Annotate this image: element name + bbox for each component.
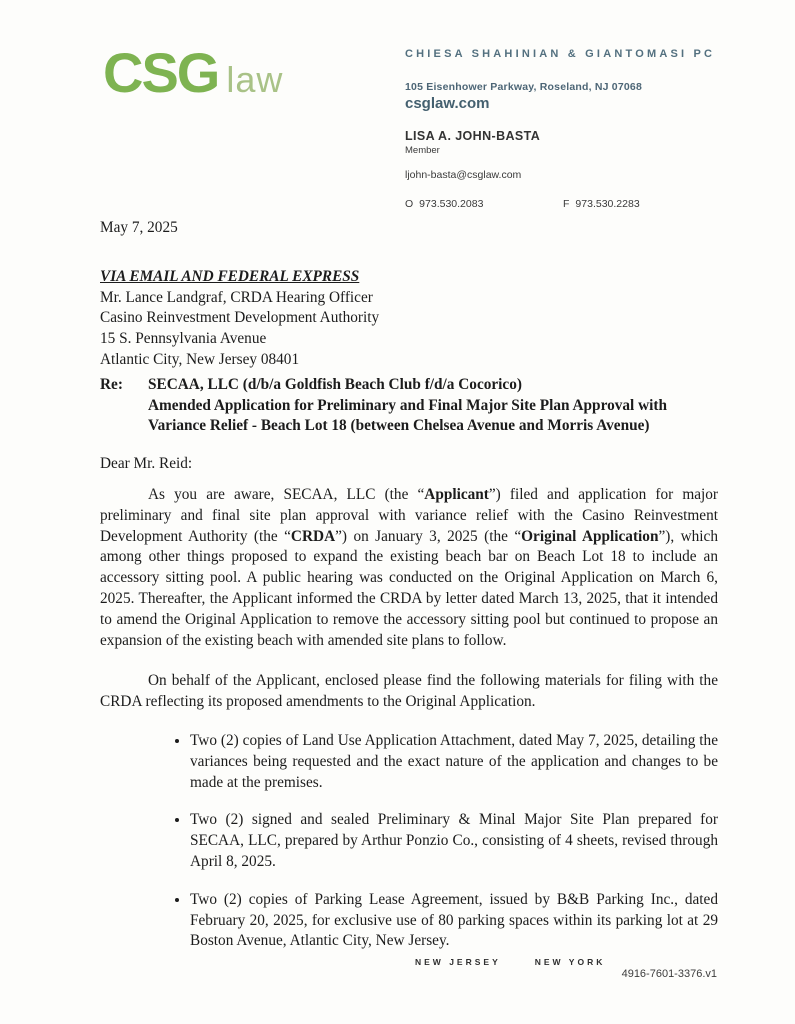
fax-phone-label: F bbox=[563, 198, 570, 210]
csg-law-logo bbox=[103, 40, 283, 105]
firm-website: csglaw.com bbox=[405, 95, 490, 112]
enclosure-item: • Two (2) signed and sealed Preliminary & Minal Major Site Plan prepared for SECAA, LLC, prepared by Arthur Ponzio Co., consisting of 4 sheets, revised through April 8, 2025. bbox=[190, 810, 718, 872]
firm-name: CHIESA SHAHINIAN & GIANTOMASI PC bbox=[405, 48, 716, 60]
document-number: 4916-7601-3376.v1 bbox=[621, 968, 717, 980]
fax-phone-number: 973.530.2283 bbox=[575, 198, 640, 210]
attorney-name: LISA A. JOHN-BASTA bbox=[405, 129, 541, 143]
office-location: NEW JERSEY bbox=[415, 957, 501, 967]
attorney-title: Member bbox=[405, 145, 440, 156]
letter-date: May 7, 2025 bbox=[100, 219, 178, 236]
re-subject-block bbox=[100, 375, 718, 437]
re-subject-line: Variance Relief - Beach Lot 18 (between Chelsea Avenue and Morris Avenue) bbox=[148, 417, 650, 435]
re-subject-text bbox=[148, 375, 718, 437]
recipient-line: Mr. Lance Landgraf, CRDA Hearing Officer bbox=[100, 288, 373, 306]
re-subject-line: Amended Application for Preliminary and Final Major Site Plan Approval with bbox=[148, 396, 667, 414]
attorney-email: ljohn-basta@csglaw.com bbox=[405, 169, 522, 181]
fax-phone bbox=[563, 198, 640, 210]
office-location: NEW YORK bbox=[534, 957, 606, 967]
salutation: Dear Mr. Reid: bbox=[100, 455, 193, 473]
office-phone-number: 973.530.2083 bbox=[419, 198, 484, 210]
recipient-line: Casino Reinvestment Development Authority bbox=[100, 309, 380, 327]
recipient-line: 15 S. Pennsylvania Avenue bbox=[100, 330, 267, 348]
logo-csg-text: CSG bbox=[103, 41, 219, 104]
enclosure-item: • Two (2) copies of Parking Lease Agreement, issued by B&B Parking Inc., dated February 20, 2025, for exclusive use of 80 parking spaces within its parking lot at 29 Boston Avenue, Atlantic City, New Jersey. bbox=[190, 890, 718, 952]
office-phone bbox=[405, 198, 563, 210]
body-paragraph-2: On behalf of the Applicant, enclosed please find the following materials for filing with the CRDA reflecting its proposed amendments to the Original Application. bbox=[100, 672, 718, 711]
recipient-line: Atlantic City, New Jersey 08401 bbox=[100, 350, 300, 368]
attorney-phones bbox=[405, 198, 735, 210]
firm-address: 105 Eisenhower Parkway, Roseland, NJ 07068 bbox=[405, 81, 642, 93]
logo-law-text: law bbox=[226, 59, 284, 100]
re-label: Re: bbox=[100, 375, 123, 393]
firm-contact-block bbox=[405, 48, 735, 210]
letter-body bbox=[100, 218, 718, 969]
recipient-address-block bbox=[100, 288, 718, 371]
delivery-method: VIA EMAIL AND FEDERAL EXPRESS bbox=[100, 267, 360, 285]
office-locations bbox=[415, 957, 605, 967]
re-subject-line: SECAA, LLC (d/b/a Goldfish Beach Club f/d/a Cocorico) bbox=[148, 375, 522, 393]
enclosure-item: • Two (2) copies of Land Use Application Attachment, dated May 7, 2025, detailing the variances being requested and the exact nature of the application and changes to be made at the premises. bbox=[190, 731, 718, 793]
body-paragraph-1: As you are aware, SECAA, LLC (the “Applicant”) filed and application for major preliminary and final site plan approval with variance relief with the Casino Reinvestment Development Authority (the “CRDA”) on January 3, 2025 (the “Original Application”), which among other things proposed to expand the existing beach bar on Beach Lot 18 to include an accessory sitting pool. A public hearing was conducted on the Original Application on March 6, 2025. Thereafter, the Applicant informed the CRDA by letter dated March 13, 2025, that it intended to amend the Original Application to remove the accessory sitting pool but continued to propose an expansion of the existing beach with amended site plans to follow. bbox=[100, 485, 719, 649]
enclosure-list bbox=[166, 731, 718, 952]
office-phone-label: O bbox=[405, 198, 414, 210]
